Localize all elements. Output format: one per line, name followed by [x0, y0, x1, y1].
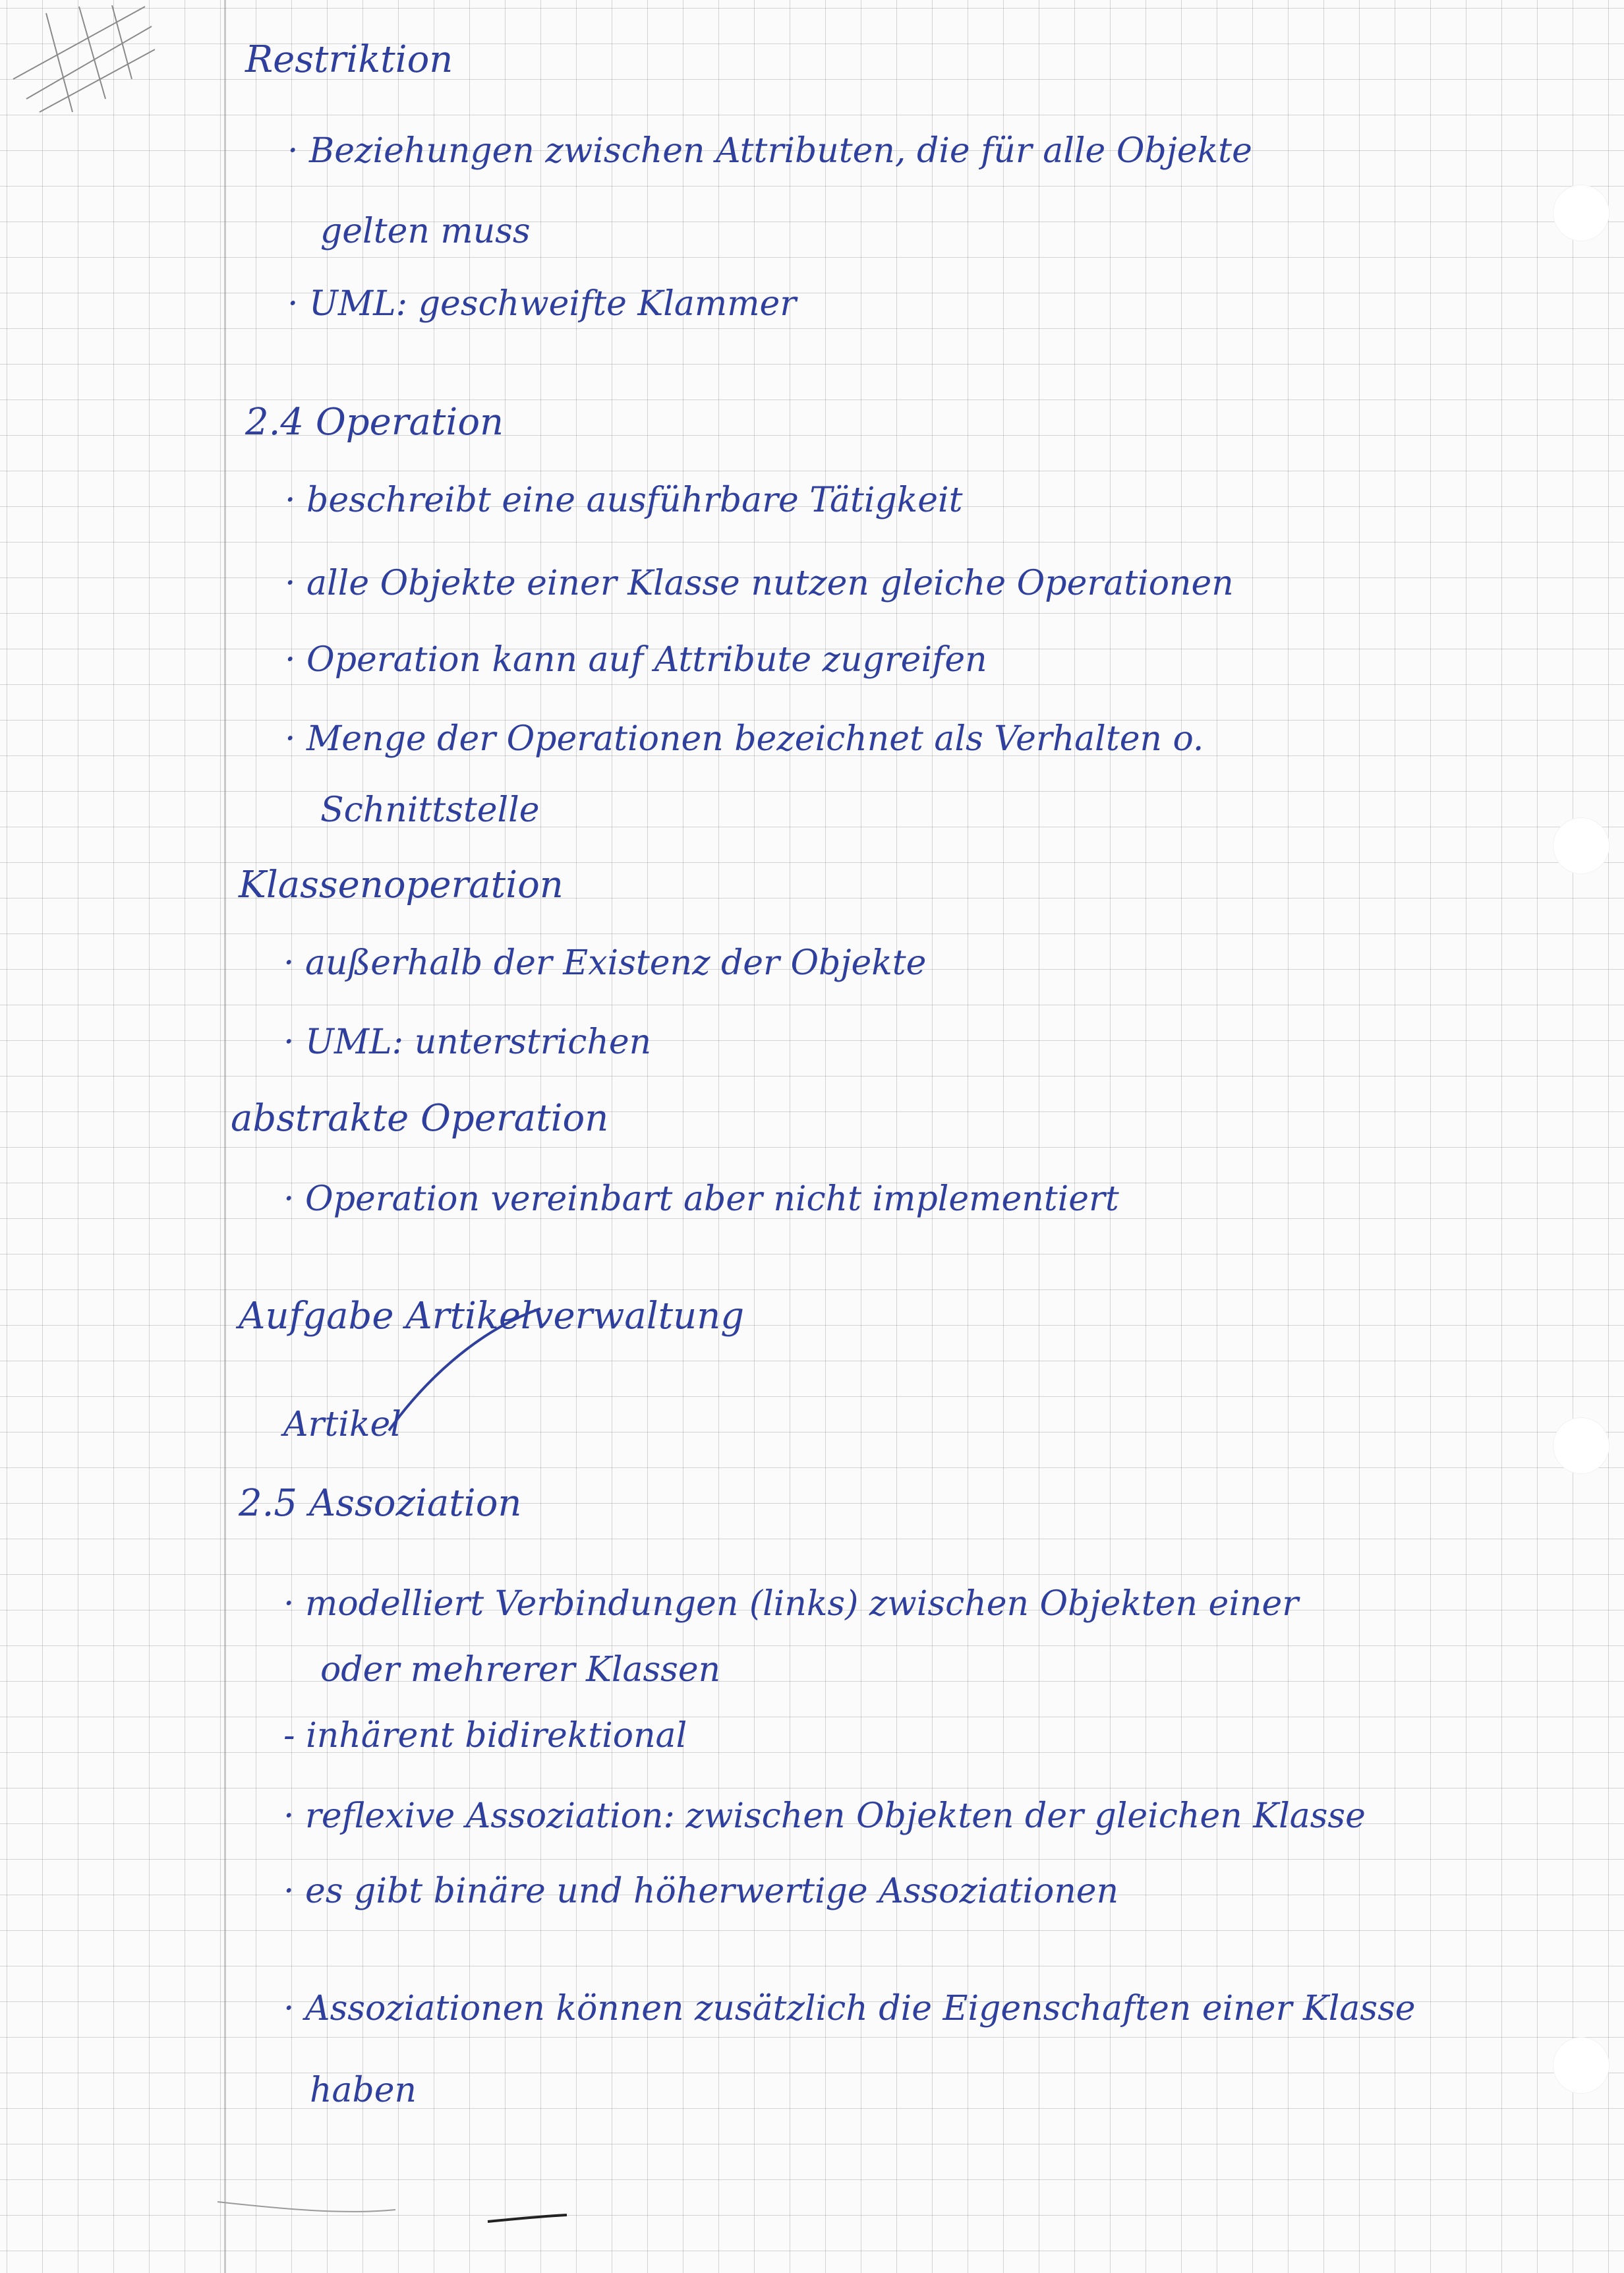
operation-item: · beschreibt eine ausführbare Tätigkeit: [285, 481, 963, 520]
abstrakte-item: · Operation vereinbart aber nicht implementiert: [283, 1179, 1119, 1219]
assoziation-item: · Assoziationen können zusätzlich die Eigenschaften einer Klasse: [283, 1989, 1416, 2028]
restriktion-bullet-2: · UML: geschweifte Klammer: [287, 284, 797, 324]
assoziation-item: haben: [310, 2071, 417, 2110]
klassenoperation-title: Klassenoperation: [239, 864, 564, 906]
restriktion-title: Restriktion: [245, 38, 453, 81]
assoziation-item: - inhärent bidirektional: [283, 1716, 687, 1756]
assoziation-item: · es gibt binäre und höherwertige Assoziationen: [283, 1872, 1119, 1911]
klassenoperation-item: · außerhalb der Existenz der Objekte: [283, 943, 927, 983]
aufgabe-sub: Artikel: [283, 1405, 401, 1444]
assoziation-item: · reflexive Assoziation: zwischen Objekten der gleichen Klasse: [283, 1796, 1366, 1836]
klassenoperation-item: · UML: unterstrichen: [283, 1022, 652, 1062]
operation-item: · Operation kann auf Attribute zugreifen: [285, 640, 987, 680]
abstrakte-title: abstrakte Operation: [231, 1097, 609, 1140]
assoziation-item: · modelliert Verbindungen (links) zwischen Objekten einer: [283, 1584, 1299, 1624]
operation-item: · Menge der Operationen bezeichnet als Verhalten o.: [285, 719, 1204, 759]
restriktion-bullet-1b: gelten muss: [320, 212, 531, 251]
operation-title: 2.4 Operation: [245, 401, 504, 444]
assoziation-title: 2.5 Assoziation: [239, 1482, 522, 1525]
operation-item: · alle Objekte einer Klasse nutzen gleiche Operationen: [285, 564, 1234, 603]
restriktion-bullet-1a: · Beziehungen zwischen Attributen, die für alle Objekte: [287, 131, 1252, 171]
operation-item: Schnittstelle: [320, 790, 540, 830]
assoziation-item: oder mehrerer Klassen: [320, 1650, 721, 1690]
aufgabe-title: Aufgabe Artikelverwaltung: [239, 1295, 745, 1338]
